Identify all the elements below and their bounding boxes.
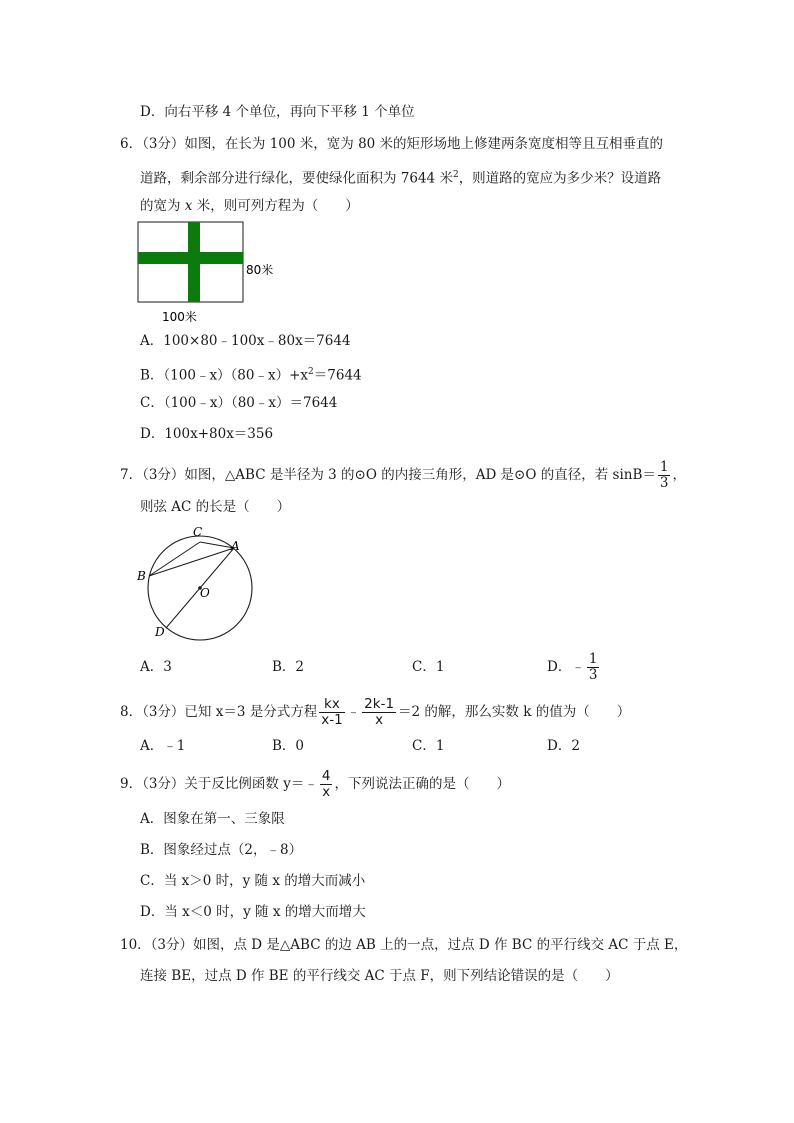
q6-option-c: C．（100﹣x）（80﹣x）＝7644 (140, 395, 338, 411)
q9-stem: 9．（3分）关于反比例函数 y＝﹣ $\frac{4}{x}$ ，下列说法正确的是（ ） (120, 768, 510, 800)
q7-option-a: A．3 (140, 659, 172, 675)
q8-option-c: C．1 (412, 738, 445, 754)
q8-option-a: A．﹣1 (140, 738, 186, 754)
q7-circle-figure (134, 520, 264, 645)
label-a: A (231, 539, 240, 553)
q6-stem-line2: 道路，剩余部分进行绿化，要使绿化面积为 7644 米$^2$，则道路的宽应为多少米？设道路 (140, 170, 662, 187)
q6-option-a: A．100×80﹣100x﹣80x＝7644 (140, 333, 351, 349)
horizontal-road (138, 252, 243, 264)
label-100m: 100米 (162, 310, 197, 324)
q7-option-b: B．2 (272, 659, 305, 675)
q10-stem-line1: 10．（3分）如图，点 D 是△ABC 的边 AB 上的一点，过点 D 作 BC 的平行线交 AC 于点 E， (120, 937, 688, 953)
q9-option-a: A．图象在第一、三象限 (140, 811, 285, 827)
q5-option-d: D．向右平移 4 个单位，再向下平移 1 个单位 (140, 104, 415, 120)
q6-option-d: D．100x+80x＝356 (140, 426, 274, 442)
q8-option-d: D．2 (547, 738, 580, 754)
q6-stem-line3: 的宽为 x 米，则可列方程为（ ） (140, 198, 359, 214)
q7-option-d: D．﹣ $\frac{1}{3}$ (547, 651, 598, 683)
q9-option-d: D．当 x＜0 时，y 随 x 的增大而增大 (140, 904, 366, 920)
q9-option-b: B．图象经过点（2，﹣8） (140, 842, 303, 858)
q10-stem-line2: 连接 BE，过点 D 作 BE 的平行线交 AC 于点 F，则下列结论错误的是（ ） (140, 968, 619, 984)
q7-option-c: C．1 (412, 659, 445, 675)
q7-stem-line1: 7．（3分）如图，△ABC 是半径为 3 的⊙O 的内接三角形，AD 是⊙O 的直径，若 sinB＝ $\frac{1}{3}$ ， (120, 459, 686, 491)
label-c: C (193, 525, 203, 539)
q9-option-c: C．当 x＞0 时，y 随 x 的增大而减小 (140, 873, 366, 889)
label-b: B (137, 569, 146, 583)
q6-option-b: B．$(100﹣x)(80﹣x)+x^2=7644$ (140, 367, 362, 384)
label-80m: 80米 (246, 263, 274, 277)
q8-stem: 8．（3分）已知 x＝3 是分式方程 $\frac{kx}{x-1}$ ﹣ $\frac{2k-1}{x}$ ＝2 的解，那么实数 k 的值为（ ） (120, 696, 631, 728)
q6-stem-line1: 6．（3分）如图，在长为 100 米，宽为 80 米的矩形场地上修建两条宽度相等且互相垂直的 (120, 136, 664, 152)
q6-field-figure (136, 220, 286, 326)
q8-option-b: B．0 (272, 738, 305, 754)
q7-stem-line2: 则弦 AC 的长是（ ） (140, 499, 291, 515)
label-d: D (155, 625, 165, 639)
label-o: O (200, 586, 210, 600)
